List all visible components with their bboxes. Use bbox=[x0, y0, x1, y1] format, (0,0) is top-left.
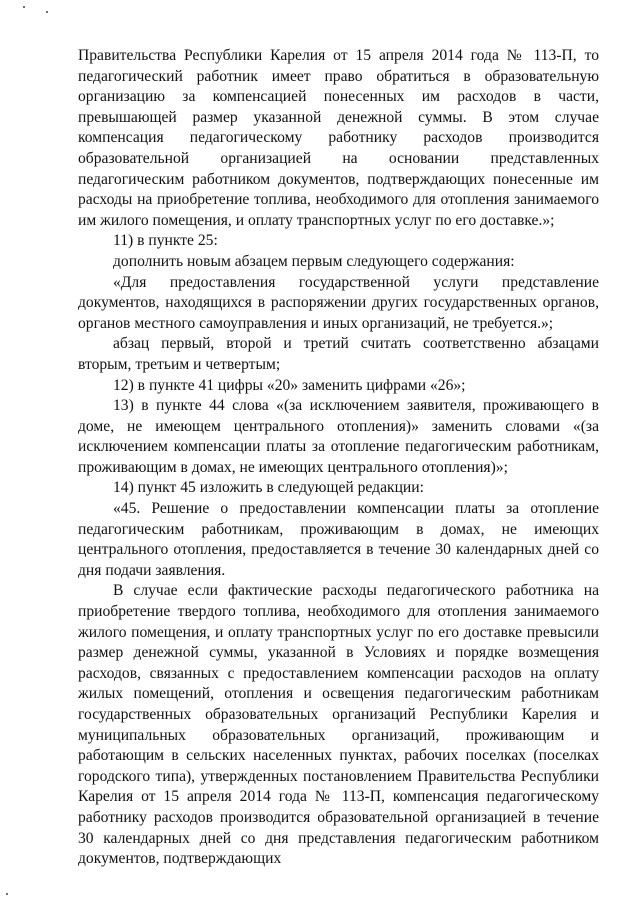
paragraph: 12) в пункте 41 цифры «20» заменить цифрами «26»; bbox=[113, 376, 466, 394]
scan-speck bbox=[46, 11, 48, 13]
paragraph: «45. Решение о предоставлении компенсации платы за отопление педагогическим работникам, проживающим в домах, не имеющих центрального отопления, предоставляется в течение 30 календарных дней со дня подачи заявления. bbox=[78, 500, 599, 579]
paragraph: В случае если фактические расходы педагогического работника на приобретение твердого топлива, необходимого для отопления занимаемого жилого помещения, и оплату транспортных услуг по его доставке превысили размер денежной суммы, указанной в Условиях и порядке возмещения расходов, связанных с предоставлением компенсации расходов на оплату жилых помещений, отопления и освещения педагогическим работникам государственных образовательных организаций Республики Карелия и муниципальных образовательных организаций, проживающим и работающим в сельских населенных пунктах, рабочих поселках (поселках городского типа), утвержденных постановлением Правительства Республики Карелия от 15 апреля 2014 года № 113-П, компенсация педагогическому работнику расходов производится образовательной организацией в течение 30 календарных дней со дня представления педагогическим работником документов, подтверждающих bbox=[78, 582, 599, 868]
paragraph: дополнить новым абзацем первым следующего содержания: bbox=[113, 252, 515, 270]
paragraph: абзац первый, второй и третий считать соответственно абзацами вторым, третьим и четвертым; bbox=[78, 335, 599, 373]
paragraph: 14) пункт 45 изложить в следующей редакции: bbox=[113, 479, 424, 497]
paragraph: «Для предоставления государственной услуги представление документов, находящихся в распоряжении других государственных органов, органов местного самоуправления и иных организаций, не требуется.»; bbox=[78, 273, 599, 332]
document-page bbox=[78, 46, 599, 870]
scan-speck bbox=[23, 6, 25, 8]
paragraph: 13) в пункте 44 слова «(за исключением заявителя, проживающего в доме, не имеющем центрального отопления)» заменить словами «(за исключением компенсации платы за отопление педагогическим работникам, проживающим в домах, не имеющих центрального отопления)»; bbox=[78, 397, 599, 476]
paragraph: Правительства Республики Карелия от 15 апреля 2014 года № 113-П, то педагогический работник имеет право обратиться в образовательную организацию за компенсацией понесенных им расходов в части, превышающей размер указанной денежной суммы. В этом случае компенсация педагогическому работнику расходов производится образовательной организацией на основании представленных педагогическим работником документов, подтверждающих понесенные им расходы на приобретение топлива, необходимого для отопления занимаемого им жилого помещения, и оплату транспортных услуг по его доставке.»; bbox=[78, 47, 599, 229]
paragraph: 11) в пункте 25: bbox=[113, 232, 218, 250]
scan-speck bbox=[6, 893, 8, 895]
